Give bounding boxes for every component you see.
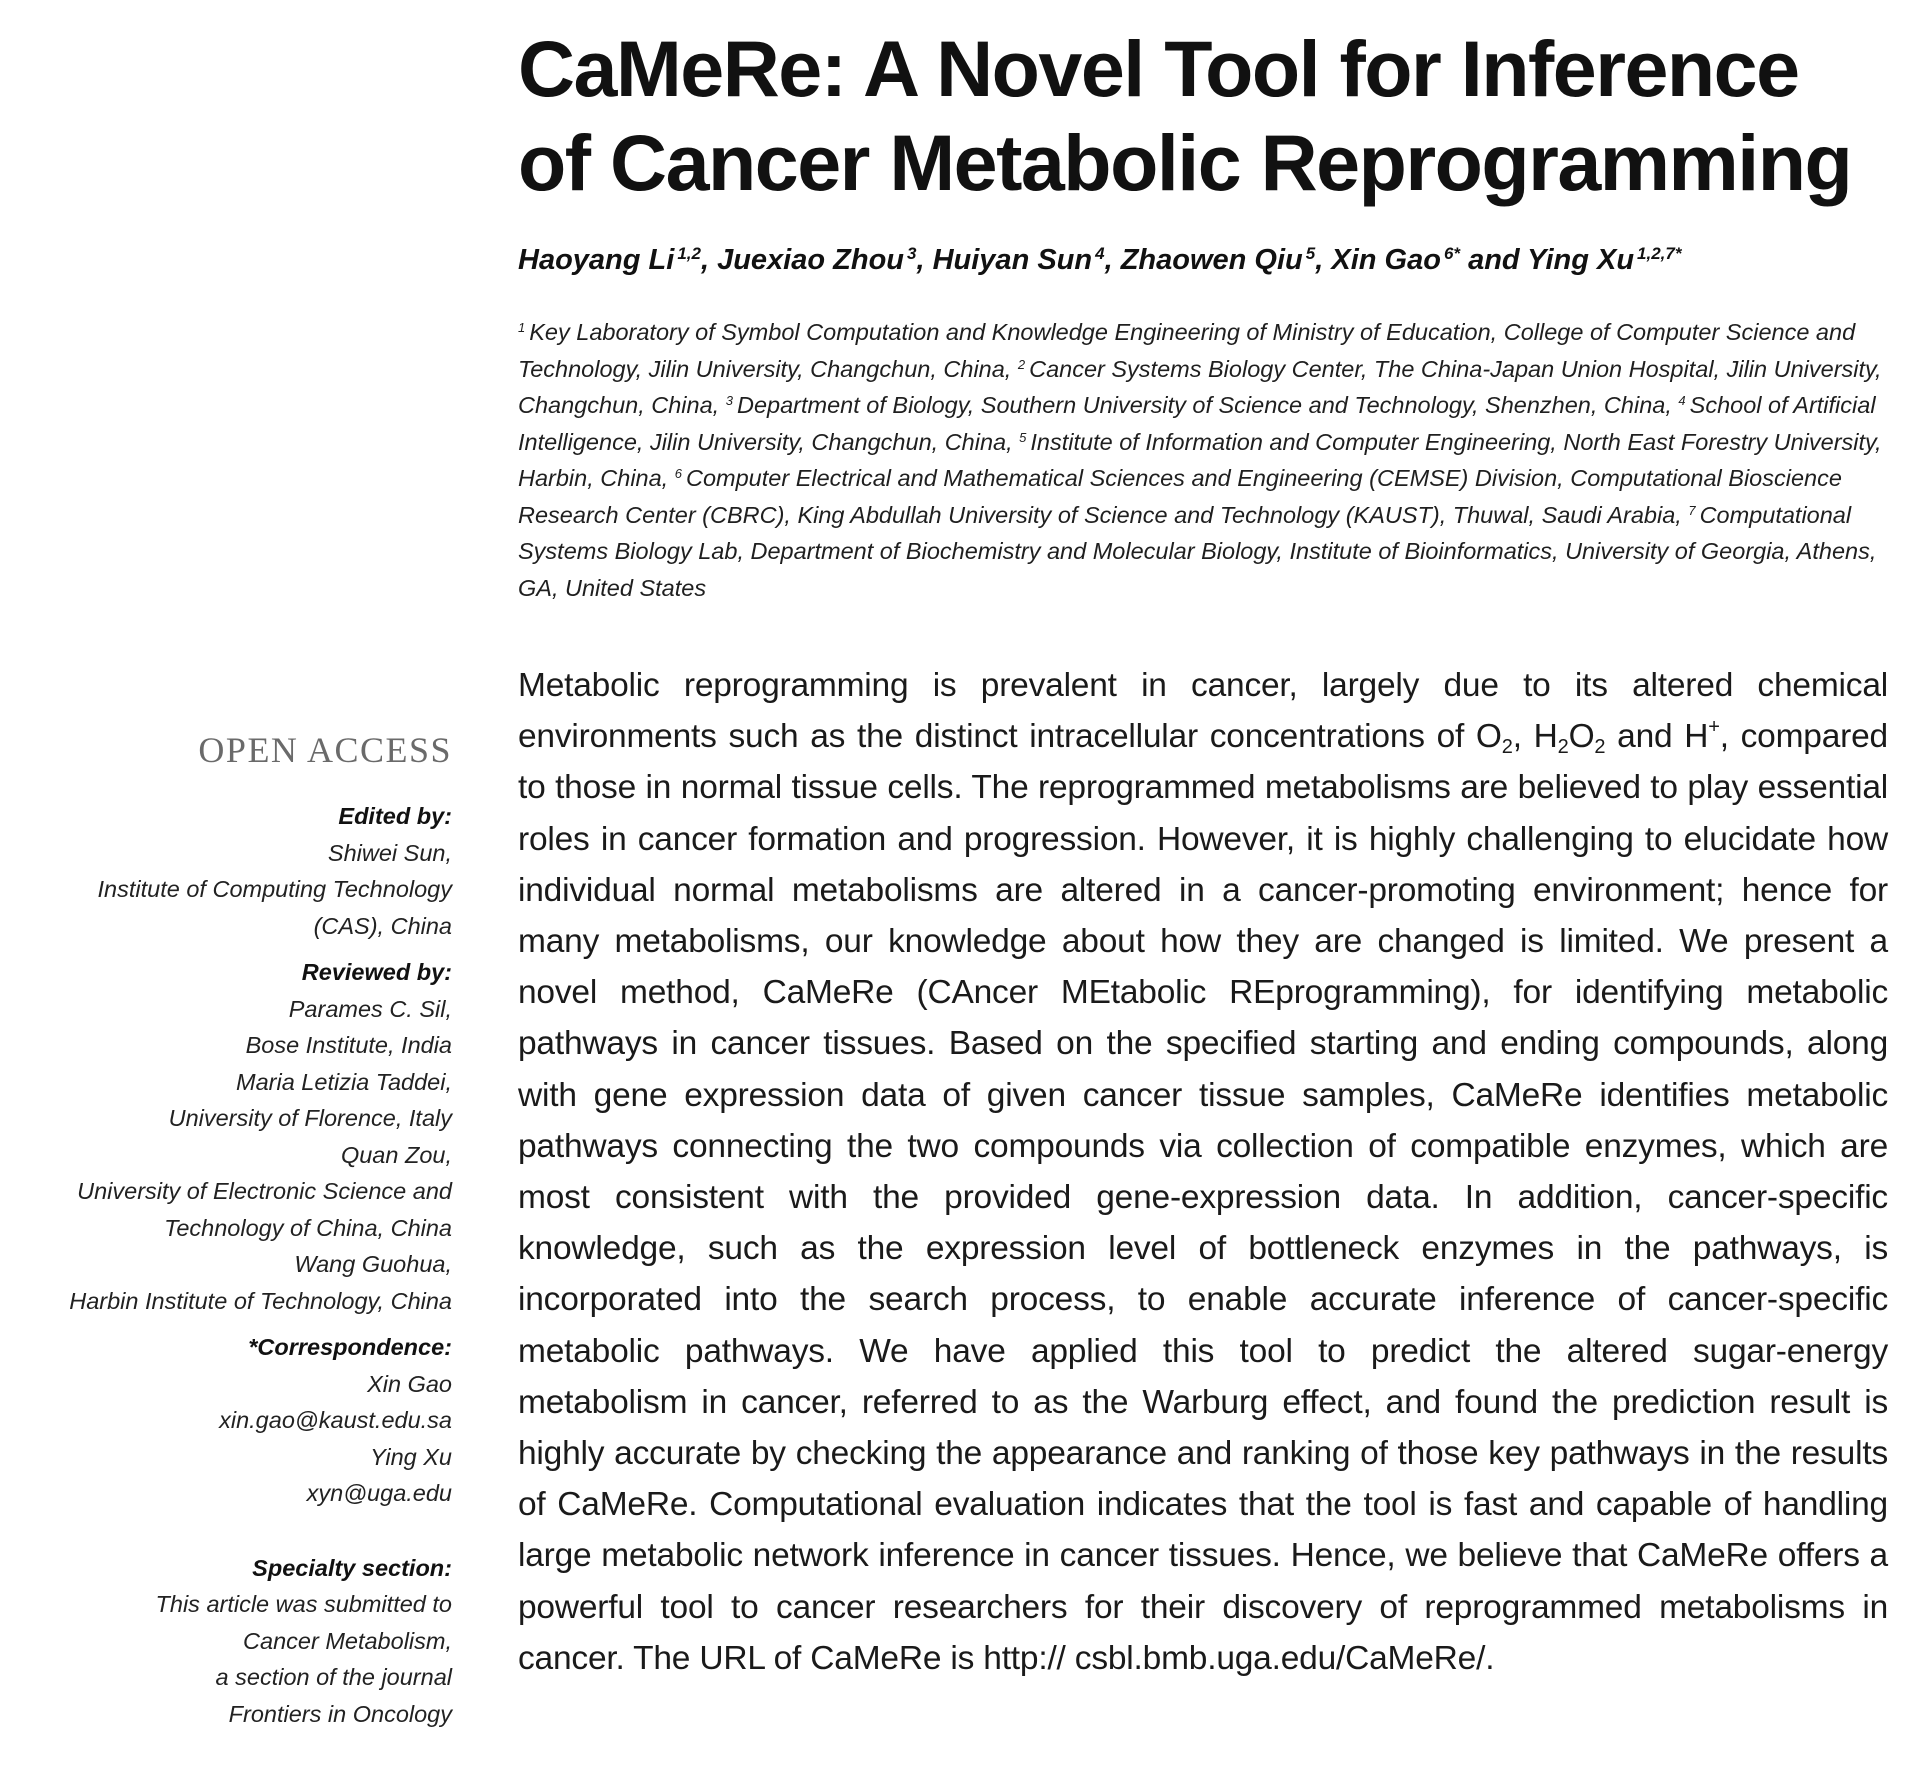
reviewer-line: University of Florence, Italy (168, 1105, 452, 1131)
corresponding-author-email[interactable]: xyn@uga.edu (306, 1480, 452, 1506)
author-separator: , (916, 244, 933, 276)
affiliation-list (518, 314, 1888, 606)
author-affiliation-mark: 3 (907, 244, 917, 263)
author-name: Huiyan Sun (932, 244, 1093, 276)
corresponding-author-email[interactable]: xin.gao@kaust.edu.sa (219, 1407, 452, 1433)
affiliation-number: 7 (1688, 502, 1696, 518)
author-affiliation-mark: 6* (1443, 244, 1461, 263)
affiliation-number: 5 (1019, 429, 1027, 445)
corresponding-author-name: Ying Xu (370, 1443, 452, 1470)
edited-by-section (20, 798, 452, 944)
reviewer-line: Bose Institute, India (245, 1032, 452, 1058)
affiliation-number: 1 (518, 320, 526, 335)
specialty-heading: Specialty section: (252, 1554, 452, 1581)
affiliation-text: Department of Biology, Southern University of Science and Technology, Shenzhen, China, (736, 392, 1679, 418)
abstract (518, 660, 1888, 1684)
corresponding-author-name: Xin Gao (367, 1370, 452, 1397)
reviewer-line: Wang Guohua, (294, 1251, 452, 1277)
author-separator: and (1460, 244, 1528, 276)
article-title-line-2: of Cancer Metabolic Reprogramming (518, 118, 1852, 207)
reviewer-line: Quan Zou, (340, 1141, 452, 1168)
author-name: Xin Gao (1331, 244, 1441, 276)
specialty-section (20, 1550, 452, 1733)
author-separator: , (1315, 244, 1332, 276)
open-access-label: OPEN ACCESS (198, 730, 452, 770)
abstract-text: Metabolic reprogramming is prevalent in cancer, largely due to its altered chemical environments such as the distinct intracellular concentrations of O (518, 667, 1888, 756)
editor-line: Institute of Computing Technology (97, 876, 452, 902)
author-affiliation-mark: 1,2,7* (1637, 244, 1682, 263)
author-affiliation-mark: 5 (1305, 244, 1316, 263)
reviewed-by-heading: Reviewed by: (301, 959, 452, 985)
specialty-line: This article was submitted to (155, 1591, 452, 1617)
affiliation-number: 2 (1017, 356, 1026, 372)
article-title (518, 22, 1898, 210)
affiliation-text: Key Laboratory of Symbol Computation and Knowledge Engineering of Ministry of Education, College of Computer Science and Technology, Jilin University, Changchun, China, (518, 319, 1856, 382)
abstract-text: and H (1605, 718, 1709, 756)
edited-by-heading: Edited by: (338, 803, 452, 829)
author-affiliation-mark: 4 (1095, 244, 1105, 263)
editor-line: Shiwei Sun, (327, 839, 452, 866)
specialty-line: Cancer Metabolism, (243, 1627, 452, 1654)
specialty-line: Frontiers in Oncology (228, 1700, 452, 1727)
reviewer-line: Parames C. Sil, (288, 995, 452, 1022)
affiliation-text: Cancer Systems Biology Center, The China-Japan Union Hospital, Jilin University, Changchun, China, (518, 355, 1882, 418)
superscript: + (1708, 716, 1720, 739)
correspondence-heading: *Correspondence: (248, 1334, 452, 1360)
reviewer-line: University of Electronic Science and (77, 1178, 452, 1204)
subscript: 2 (1594, 736, 1606, 759)
affiliation-text: Computational Systems Biology Lab, Department of Biochemistry and Molecular Biology, Institute of Bioinformatics, University of Georgia, Athens, GA, United States (518, 501, 1877, 601)
reviewed-by-section (20, 954, 452, 1319)
reviewer-line: Harbin Institute of Technology, China (69, 1287, 452, 1314)
affiliation-number: 6 (674, 466, 682, 481)
author-affiliation-mark: 1,2 (677, 244, 701, 263)
abstract-text: , H (1512, 718, 1558, 756)
author-separator: , (700, 244, 718, 276)
reviewer-line: Maria Letizia Taddei, (236, 1068, 452, 1095)
specialty-line: a section of the journal (215, 1664, 452, 1690)
abstract-text: O (1568, 718, 1595, 756)
affiliation-text: Computer Electrical and Mathematical Sciences and Engineering (CEMSE) Division, Computational Bioscience Research Center (CBRC), King Abdullah University of Science and Technology (KAUST), Thuwal, Saudi Arabia, (518, 465, 1842, 528)
author-name: Juexiao Zhou (717, 244, 904, 276)
affiliation-number: 3 (725, 393, 733, 408)
article-title-line-1: CaMeRe: A Novel Tool for Inference (518, 24, 1799, 113)
author-name: Haoyang Li (518, 244, 675, 276)
reviewer-line: Technology of China, China (164, 1214, 452, 1241)
affiliation-text: School of Artificial Intelligence, Jilin University, Changchun, China, (518, 392, 1876, 455)
author-separator: , (1104, 244, 1121, 276)
affiliation-text: Institute of Information and Computer Engineering, North East Forestry University, Harbin, China, (518, 428, 1882, 491)
article-sidebar (20, 728, 452, 1742)
abstract-text: , compared to those in normal tissue cells. The reprogrammed metabolisms are believed to play essential roles in cancer formation and progression. However, it is highly challenging to elucidate how individual normal metabolisms are altered in a cancer-promoting environment; hence for many metabolisms, our knowledge about how they are changed is limited. We present a novel method, CaMeRe (CAncer MEtabolic REprogramming), for identifying metabolic pathways in cancer tissues. Based on the specified starting and ending compounds, along with gene expression data of given cancer tissue samples, CaMeRe identifies metabolic pathways connecting the two compounds via collection of compatible enzymes, which are most consistent with the provided gene-expression data. In addition, cancer-specific knowledge, such as the expression level of bottleneck enzymes in the pathways, is incorporated into the search process, to enable accurate inference of cancer-specific metabolic pathways. We have applied this tool to predict the altered sugar-energy metabolism in cancer, referred to as the Warburg effect, and found the prediction result is highly accurate by checking the appearance and ranking of those key pathways in the results of CaMeRe. Computational evaluation indicates that the tool is fast and capable of handling large metabolic network inference in cancer tissues. Hence, we believe that CaMeRe offers a powerful tool to cancer researchers for their discovery of reprogrammed metabolisms in cancer. The URL of CaMeRe is http:// csbl.bmb.uga.edu/CaMeRe/. (518, 718, 1888, 1677)
author-name: Zhaowen Qiu (1120, 244, 1303, 276)
editor-line: (CAS), China (313, 912, 452, 939)
affiliation-number: 4 (1678, 393, 1686, 408)
subscript: 2 (1557, 736, 1569, 759)
author-name: Ying Xu (1527, 244, 1635, 276)
subscript: 2 (1501, 736, 1513, 759)
correspondence-section (20, 1329, 452, 1512)
author-list (518, 242, 1898, 278)
